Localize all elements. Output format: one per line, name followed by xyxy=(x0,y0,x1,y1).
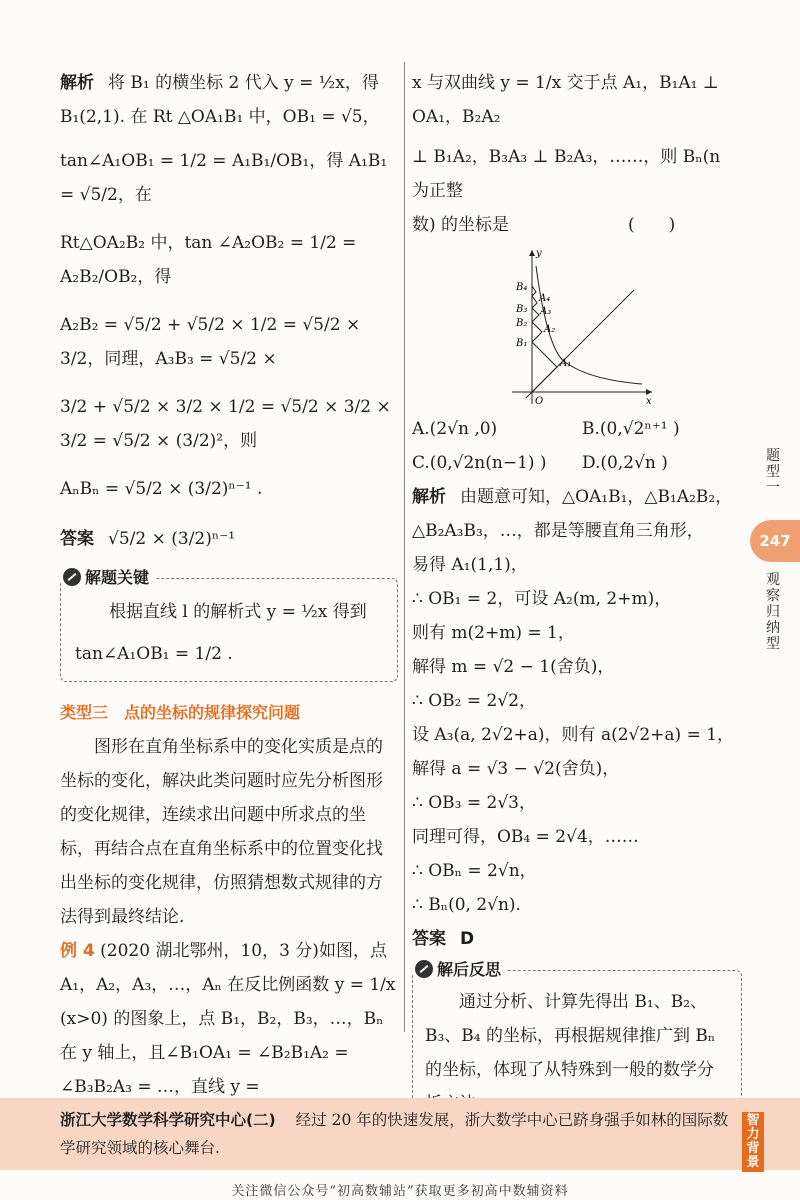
options-grid xyxy=(412,412,742,480)
example-label: 例 4 xyxy=(60,941,95,961)
right-column xyxy=(412,66,742,1130)
key-point-title xyxy=(61,566,155,590)
section-label: 观察归纳型 xyxy=(766,572,780,652)
watermark-text: 关注微信公众号“初高数辅站”获取更多初高中数辅资料 xyxy=(231,1184,569,1199)
key-point-line: tan∠A₁OB₁ = 1/2 . xyxy=(75,644,233,664)
pencil-icon xyxy=(63,568,81,586)
a4-label: A₄ xyxy=(539,293,551,304)
problem-line: x 与双曲线 y = 1/x 交于点 A₁，B₁A₁ ⊥ OA₁，B₂A₂ xyxy=(412,73,719,127)
triangle-1 xyxy=(532,342,557,392)
example-source: (2020 湖北鄂州，10，3 分) xyxy=(100,941,319,961)
b2-label: B₂ xyxy=(516,318,528,329)
triangle-5 xyxy=(532,286,536,296)
b4-label: B₄ xyxy=(516,282,528,293)
answer-label: 答案 xyxy=(60,529,94,549)
solution-line: 解得 m = √2 − 1(舍负)， xyxy=(412,657,615,677)
answer-value: √5/2 × (3/2)ⁿ⁻¹ xyxy=(108,529,236,549)
problem-line: 数) 的坐标是 ( ) xyxy=(412,215,676,235)
answer-value: D xyxy=(460,929,475,949)
solution-line: 设 A₃(a, 2√2+a)，则有 a(2√2+a) = 1， xyxy=(412,725,735,745)
analysis-line: B₁(2,1). 在 Rt △OA₁B₁ 中，OB₁ = √5， xyxy=(60,107,380,127)
solution-line: ∴ OB₂ = 2√2， xyxy=(412,691,536,711)
solution-line: ∴ OBₙ = 2√n， xyxy=(412,861,537,881)
key-point-line: 根据直线 l 的解析式 y = ½x 得到 xyxy=(109,602,367,622)
answer-label: 答案 xyxy=(412,929,446,949)
solution-line: 解得 a = √3 − √2(舍负)， xyxy=(412,759,620,779)
problem-line: ⊥ B₁A₂，B₃A₃ ⊥ B₂A₃，……，则 Bₙ(n 为正整 xyxy=(412,147,721,201)
key-point-box xyxy=(60,568,398,682)
footer-badge: 智力背景 xyxy=(742,1112,764,1172)
chapter-side-tab xyxy=(750,448,800,688)
reflection-text: 通过分析、计算先得出 B₁、B₂、B₃、B₄ 的坐标，再根据规律推广到 Bₙ 的坐标，体现了从特殊到一般的数学分 xyxy=(425,992,716,1080)
y-label: y xyxy=(536,248,542,259)
analysis-label: 解析 xyxy=(60,73,94,93)
option-c: C.(0,√2n(n−1) ) xyxy=(412,453,547,473)
key-point-title-text: 解题关键 xyxy=(85,568,150,587)
a3-label: A₃ xyxy=(540,306,552,317)
solution-line: 则有 m(2+m) = 1， xyxy=(412,623,575,643)
solution-line: ∴ OB₁ = 2，可设 A₂(m, 2+m)， xyxy=(412,589,672,609)
reflection-title xyxy=(413,958,507,982)
footer-banner xyxy=(0,1098,800,1170)
solution-line: △B₂A₃B₃，…，都是等腰直角三角形， xyxy=(412,521,704,541)
x-axis-arrow xyxy=(646,389,652,395)
reflection-title-text: 解后反思 xyxy=(437,960,502,979)
problem-figure xyxy=(502,246,662,406)
solution-label: 解析 xyxy=(412,487,446,507)
analysis-line: Rt△OA₂B₂ 中，tan ∠A₂OB₂ = 1/2 = A₂B₂/OB₂，得 xyxy=(60,233,357,287)
answer-line xyxy=(412,922,742,956)
chapter-label: 题型一 xyxy=(766,448,780,496)
section-text: 图形在直角坐标系中的变化实质是点的坐标的变化，解决此类问题时应先分析图形的变化规律，连续求出问题中所求点的坐标，再结合点在直角坐标系中的位置变化找出坐标的变化规律，仿照猜想数式规律的方法得到最终结论. xyxy=(60,737,383,927)
solution-line: ∴ OB₃ = 2√3， xyxy=(412,793,536,813)
answer-line xyxy=(60,522,398,556)
section-title: 类型三 点的坐标的规律探究问题 xyxy=(60,703,301,722)
footer-heading: 浙江大学数学科学研究中心(二) xyxy=(60,1111,276,1129)
footer-text: 经过 20 年的快速发展，浙大数学中心已跻身强手如林的国际数学研究领域的核心舞台. xyxy=(60,1111,729,1157)
origin-label: O xyxy=(535,396,544,406)
analysis-first-line xyxy=(60,66,398,100)
solution-line: 同理可得，OB₄ = 2√4，…… xyxy=(412,827,639,847)
a2-label: A₂ xyxy=(544,324,556,335)
solution-first-line xyxy=(412,480,742,514)
option-b: B.(0,√2ⁿ⁺¹ ) xyxy=(582,419,680,439)
triangle-4 xyxy=(532,296,537,308)
example-paragraph xyxy=(60,934,398,1104)
triangle-3 xyxy=(532,308,539,322)
a1-label: A₁ xyxy=(560,358,572,369)
analysis-line: 3/2 + √5/2 × 3/2 × 1/2 = √5/2 × 3/2 × 3/2 = √5/2 × (3/2)²，则 xyxy=(60,397,391,451)
column-divider xyxy=(404,62,405,1032)
solution-line: 易得 A₁(1,1)， xyxy=(412,555,528,575)
x-label: x xyxy=(646,396,652,406)
example-text: 如图，点 A₁，A₂，A₃，…，Aₙ 在反比例函数 y = 1/x (x>0) 的图象上，点 B₁，B₂，B₃，…，Bₙ 在 y 轴上，且∠B₁OA₁ = ∠B₂B₁A₂ = ∠B₃B₂A₃ = …，直线 y = xyxy=(60,941,396,1097)
option-a: A.(2√n ,0) xyxy=(412,419,498,439)
y-axis-arrow xyxy=(529,250,535,256)
analysis-line: AₙBₙ = √5/2 × (3/2)ⁿ⁻¹ . xyxy=(60,479,263,499)
analysis-line: tan∠A₁OB₁ = 1/2 = A₁B₁/OB₁，得 A₁B₁ = √5/2，在 xyxy=(60,151,388,205)
page-number: 247 xyxy=(750,520,800,562)
pencil-icon xyxy=(415,960,433,978)
solution-line: ∴ Bₙ(0, 2√n). xyxy=(412,895,521,915)
left-column xyxy=(60,66,398,1104)
analysis-line: A₂B₂ = √5/2 + √5/2 × 1/2 = √5/2 × 3/2，同理，A₃B₃ = √5/2 × xyxy=(60,315,361,369)
b3-label: B₃ xyxy=(516,304,528,315)
triangle-2 xyxy=(532,322,542,342)
analysis-line: 将 B₁ 的横坐标 2 代入 y = ½x，得 xyxy=(108,73,379,93)
option-d: D.(0,2√n ) xyxy=(582,453,668,473)
footer-text-block xyxy=(60,1106,730,1162)
solution-line: 由题意可知，△OA₁B₁，△B₁A₂B₂， xyxy=(460,487,733,507)
b1-label: B₁ xyxy=(516,338,528,349)
